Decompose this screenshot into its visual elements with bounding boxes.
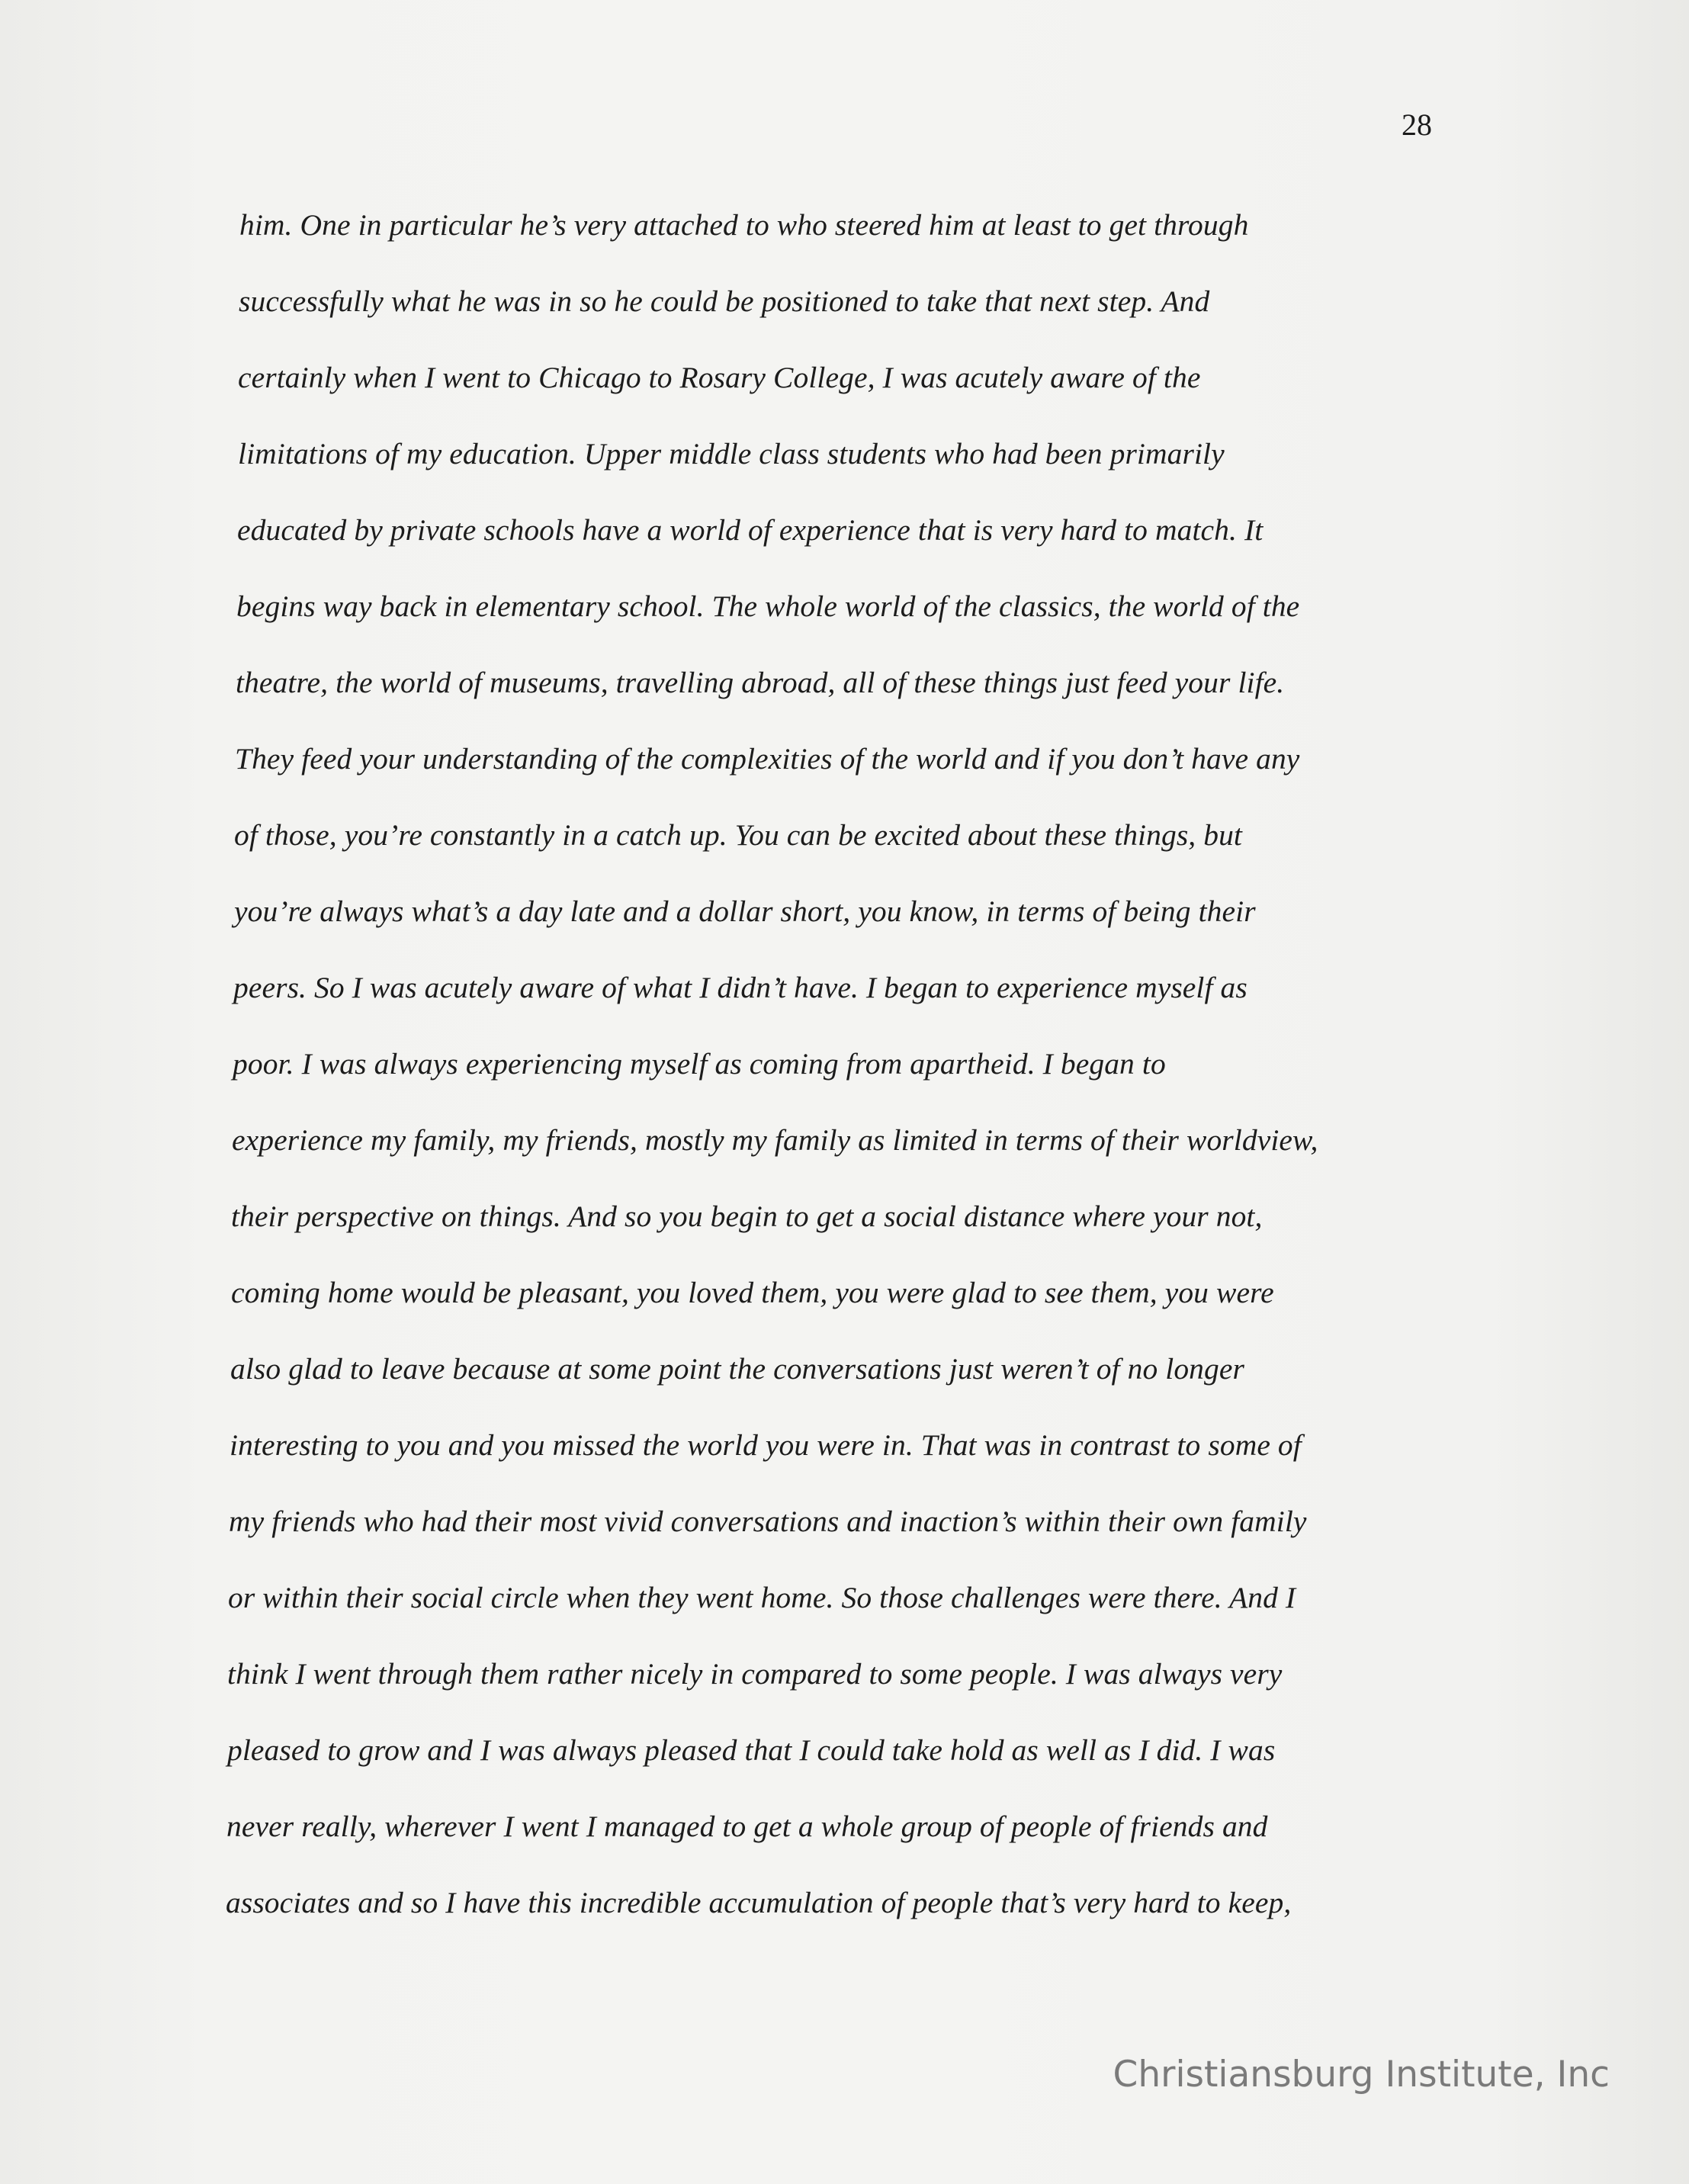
text-line: of those, you’re constantly in a catch up. You can be excited about these things, but <box>234 818 1243 852</box>
text-line: They feed your understanding of the complexities of the world and if you don’t have any <box>235 742 1300 776</box>
text-line: peers. So I was acutely aware of what I didn’t have. I began to experience myself as <box>233 971 1247 1004</box>
text-line: successfully what he was in so he could be positioned to take that next step. And <box>239 284 1210 318</box>
text-line: poor. I was always experiencing myself as coming from apartheid. I began to <box>233 1047 1166 1081</box>
text-line: experience my family, my friends, mostly my family as limited in terms of their worldview, <box>232 1123 1318 1157</box>
text-line: their perspective on things. And so you begin to get a social distance where your not, <box>231 1200 1263 1233</box>
text-line: coming home would be pleasant, you loved them, you were glad to see them, you were <box>231 1276 1274 1309</box>
text-line: or within their social circle when they went home. So those challenges were there. And I <box>228 1581 1296 1614</box>
text-line: certainly when I went to Chicago to Rosary College, I was acutely aware of the <box>238 361 1201 394</box>
page-number: 28 <box>1402 108 1432 142</box>
text-line: pleased to grow and I was always pleased that I could take hold as well as I did. I was <box>227 1733 1276 1767</box>
text-line: limitations of my education. Upper middle class students who had been primarily <box>238 437 1225 471</box>
watermark: Christiansburg Institute, Inc <box>1113 2054 1610 2096</box>
text-line: my friends who had their most vivid conversations and inaction’s within their own family <box>229 1505 1307 1538</box>
text-line: associates and so I have this incredible accumulation of people that’s very hard to keep, <box>226 1886 1292 1919</box>
text-line: interesting to you and you missed the world you were in. That was in contrast to some of <box>230 1428 1302 1462</box>
text-line: you’re always what’s a day late and a dollar short, you know, in terms of being their <box>234 894 1256 928</box>
text-line: begins way back in elementary school. The whole world of the classics, the world of the <box>236 589 1300 623</box>
text-line: theatre, the world of museums, travelling abroad, all of these things just feed your life. <box>236 666 1285 699</box>
text-line: never really, wherever I went I managed to get a whole group of people of friends and <box>226 1810 1268 1843</box>
text-line: him. One in particular he’s very attached to who steered him at least to get through <box>239 208 1249 242</box>
text-line: think I went through them rather nicely in compared to some people. I was always very <box>227 1657 1283 1691</box>
text-line: educated by private schools have a world of experience that is very hard to match. It <box>237 513 1264 547</box>
text-line: also glad to leave because at some point the conversations just weren’t of no longer <box>230 1352 1244 1386</box>
